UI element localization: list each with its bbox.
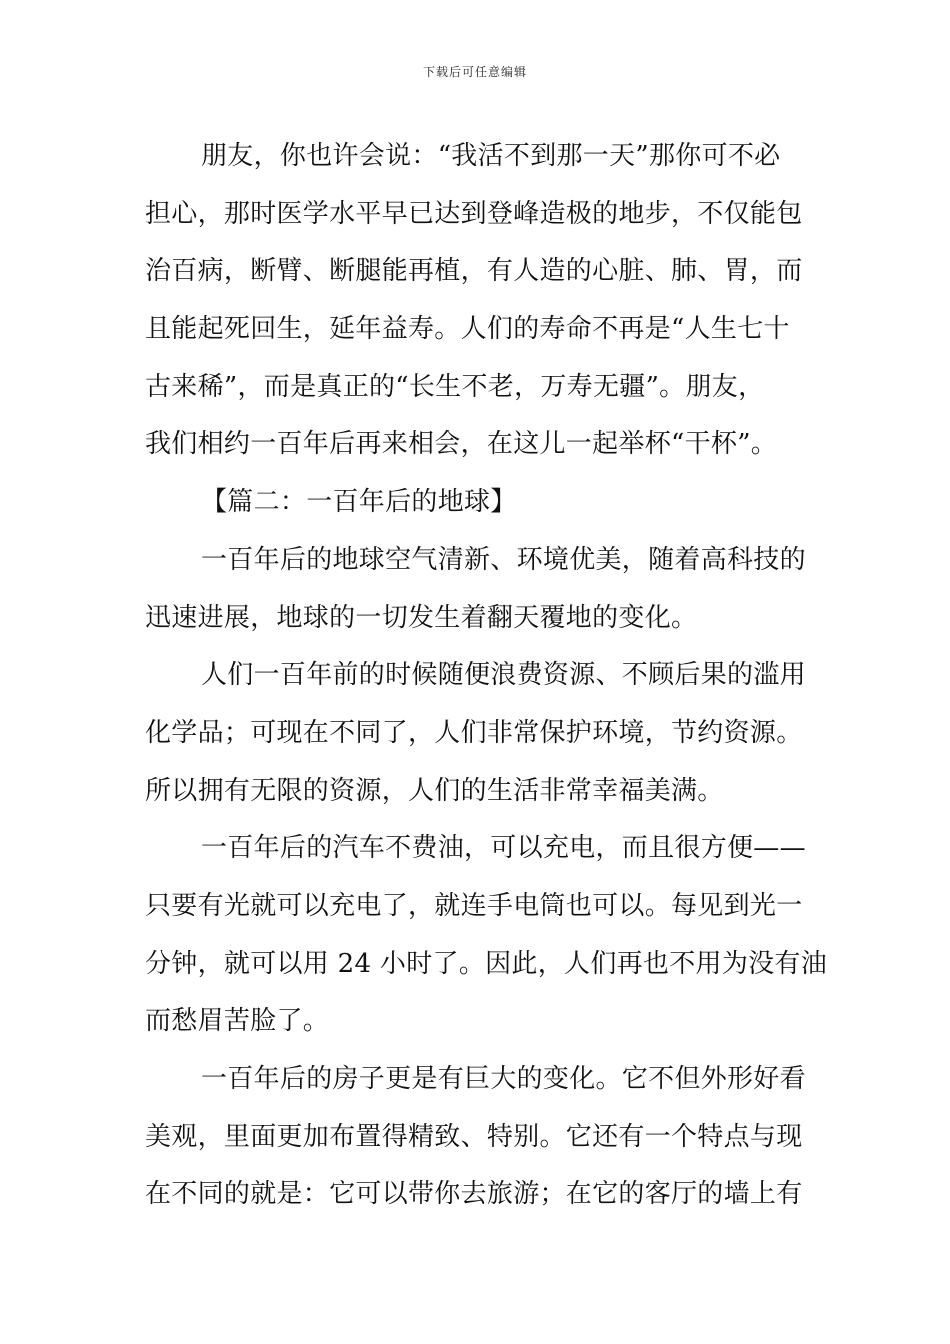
text-line: 治百病，断臂、断腿能再植，有人造的心脏、肺、胃，而	[145, 256, 803, 287]
text-line: 分钟，就可以用 24 小时了。因此，人们再也不用为没有油	[145, 948, 828, 979]
text-line: 人们一百年前的时候随便浪费资源、不顾后果的滥用	[201, 660, 806, 691]
text-line: 我们相约一百年后再来相会，在这儿一起举杯“干杯”。	[145, 429, 778, 460]
text-line: 且能起死回生，延年益寿。人们的寿命不再是“人生七十	[145, 314, 790, 345]
text-line: 化学品；可现在不同了，人们非常保护环境，节约资源。	[145, 717, 803, 748]
text-line: 只要有光就可以充电了，就连手电筒也可以。每见到光一	[145, 890, 803, 921]
text-line: 一百年后的汽车不费油，可以充电，而且很方便——	[201, 833, 806, 864]
section-heading: 【篇二：一百年后的地球】	[201, 487, 517, 518]
text-line: 迅速进展，地球的一切发生着翻天覆地的变化。	[145, 602, 698, 633]
text-line: 朋友，你也许会说：“我活不到那一天”那你可不必	[201, 141, 781, 171]
text-line: 担心，那时医学水平早已达到登峰造极的地步，不仅能包	[145, 198, 803, 229]
text-line: 古来稀”，而是真正的“长生不老，万寿无疆”。朋友，	[145, 371, 765, 402]
text-line: 一百年后的地球空气清新、环境优美，随着高科技的	[201, 544, 806, 575]
document-body	[145, 128, 828, 1224]
text-line: 而愁眉苦脸了。	[145, 1006, 330, 1037]
text-line: 在不同的就是：它可以带你去旅游；在它的客厅的墙上有	[145, 1179, 803, 1210]
text-line: 所以拥有无限的资源，人们的生活非常幸福美满。	[145, 775, 724, 806]
text-line: 美观，里面更加布置得精致、特别。它还有一个特点与现	[145, 1121, 803, 1152]
page-header: 下载后可任意编辑	[422, 65, 527, 79]
text-line: 一百年后的房子更是有巨大的变化。它不但外形好看	[201, 1064, 806, 1094]
